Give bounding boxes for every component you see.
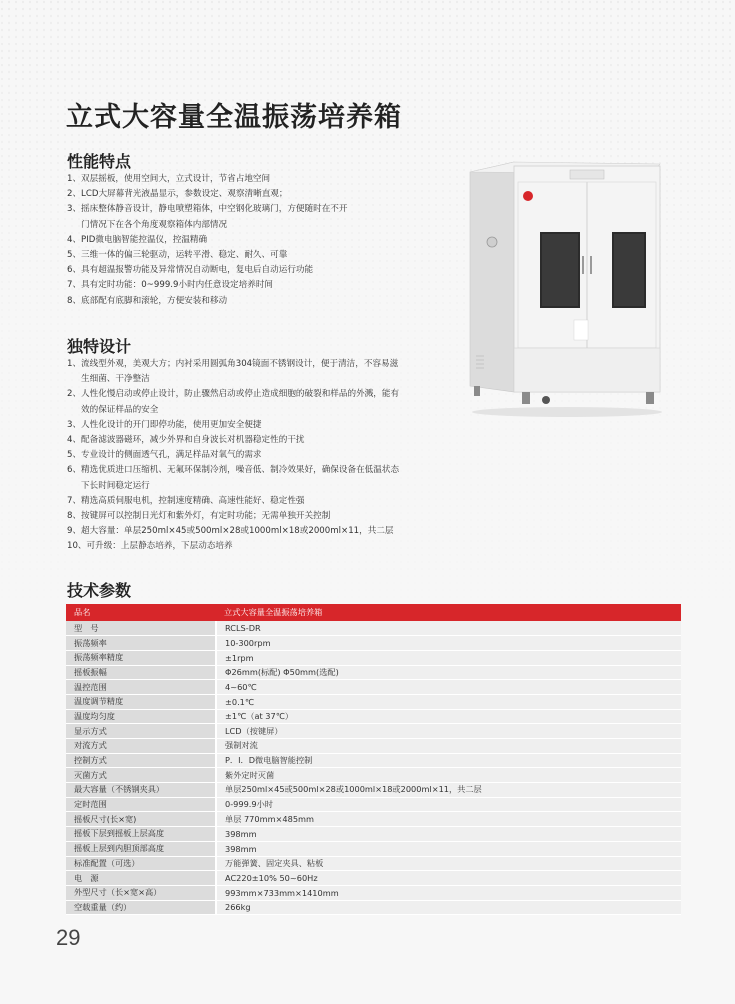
spec-value: 单层 770mm×485mm	[216, 812, 681, 827]
list-item: 9、超大容量：单层250ml×45或500ml×28或1000ml×18或2000ml×11，共二层	[67, 526, 394, 537]
list-item: 效的保证样品的安全	[81, 404, 159, 415]
spec-value: ±0.1℃	[216, 694, 681, 709]
spec-key: 振荡频率精度	[66, 650, 216, 665]
list-item: 10、可升级：上层静态培养，下层动态培养	[67, 541, 233, 552]
list-item: 6、具有超温报警功能及异常情况自动断电，复电后自动运行功能	[67, 265, 314, 276]
spec-key: 温度调节精度	[66, 694, 216, 709]
table-row	[66, 709, 681, 724]
table-row	[66, 694, 681, 709]
spec-key: 控制方式	[66, 753, 216, 768]
spec-value: ±1rpm	[216, 650, 681, 665]
performance-list	[67, 172, 347, 309]
spec-key: 电 源	[66, 871, 216, 886]
spec-value: 紫外定时灭菌	[216, 768, 681, 783]
spec-value: 4~60℃	[216, 680, 681, 695]
spec-key: 最大容量（不锈钢夹具）	[66, 783, 216, 798]
list-item: 2、LCD大屏幕背光液晶显示，参数设定、观察清晰直观；	[67, 189, 288, 200]
spec-value: ±1℃（at 37℃）	[216, 709, 681, 724]
spec-value: LCD（按键屏）	[216, 724, 681, 739]
spec-value: 398mm	[216, 841, 681, 856]
spec-value: 10-300rpm	[216, 636, 681, 651]
spec-key: 外型尺寸（长×宽×高）	[66, 885, 216, 900]
table-row	[66, 636, 681, 651]
table-row	[66, 827, 681, 842]
table-row	[66, 650, 681, 665]
list-item: 1、流线型外观，美观大方；内衬采用圆弧角304镜面不锈钢设计，便于清洁，不容易滋	[67, 359, 399, 369]
specs-heading: 技术参数	[67, 581, 132, 600]
list-item: 2、人性化慢启动或停止设计，防止骤然启动或停止造成细胞的破裂和样品的外溅，能有	[67, 389, 400, 400]
spec-key: 温度均匀度	[66, 709, 216, 724]
spec-key: 摇板下层到摇板上层高度	[66, 827, 216, 842]
table-row	[66, 724, 681, 739]
table-row	[66, 680, 681, 695]
spec-value: RCLS-DR	[216, 621, 681, 636]
unique-heading: 独特设计	[67, 337, 132, 356]
list-item: 7、具有定时功能：0~999.9小时内任意设定培养时间	[67, 280, 274, 291]
table-row	[66, 856, 681, 871]
spec-key: 灭菌方式	[66, 768, 216, 783]
spec-key: 定时范围	[66, 797, 216, 812]
spec-value: AC220±10% 50~60Hz	[216, 871, 681, 886]
spec-key: 型 号	[66, 621, 216, 636]
table-row	[66, 783, 681, 798]
spec-key: 摇板尺寸(长×宽)	[66, 812, 216, 827]
product-image	[462, 160, 672, 420]
list-item: 6、精选优质进口压缩机、无氟环保制冷剂，噪音低、制冷效果好，确保设备在低温状态	[67, 465, 400, 476]
unique-list	[67, 357, 399, 555]
list-item: 5、专业设计的侧面透气孔，满足样品对氧气的需求	[67, 450, 262, 461]
spec-key: 空载重量（约）	[66, 900, 216, 915]
list-item: 7、精选高质伺服电机，控制速度精确、高速性能好、稳定性强	[67, 495, 305, 506]
list-item: 1、双层摇板，使用空间大，立式设计，节省占地空间	[67, 174, 271, 184]
spec-value: P．I．D微电脑智能控制	[216, 753, 681, 768]
table-row	[66, 665, 681, 680]
list-item: 5、三维一体的偏三轮驱动，运转平滑、稳定、耐久、可靠	[67, 250, 288, 261]
table-row	[66, 841, 681, 856]
spec-value: 0-999.9小时	[216, 797, 681, 812]
table-row	[66, 885, 681, 900]
spec-key: 温控范围	[66, 680, 216, 695]
spec-key: 摇板上层到内胆顶部高度	[66, 841, 216, 856]
table-row	[66, 739, 681, 754]
spec-value: Φ26mm(标配) Φ50mm(选配)	[216, 665, 681, 680]
spec-table	[66, 604, 681, 915]
list-item: 生细菌、干净整洁	[81, 374, 150, 385]
spec-value: 398mm	[216, 827, 681, 842]
spec-key: 振荡频率	[66, 636, 216, 651]
page-title: 立式大容量全温振荡培养箱	[66, 102, 402, 133]
spec-value: 强制对流	[216, 739, 681, 754]
table-row	[66, 768, 681, 783]
spec-value: 万能弹簧、固定夹具、粘板	[216, 856, 681, 871]
table-row	[66, 900, 681, 915]
table-row	[66, 871, 681, 886]
spec-value: 266kg	[216, 900, 681, 915]
page-number: 29	[56, 925, 81, 950]
list-item: 3、人性化设计的开门即停功能，使用更加安全便捷	[67, 419, 262, 430]
list-item: 4、配备滤波器磁环，减少外界和自身波长对机器稳定性的干扰	[67, 435, 305, 446]
table-row	[66, 753, 681, 768]
table-header-cell: 立式大容量全温振荡培养箱	[216, 604, 681, 621]
performance-heading: 性能特点	[67, 152, 132, 171]
spec-key: 显示方式	[66, 724, 216, 739]
list-item: 8、按键屏可以控制日光灯和紫外灯，有定时功能；无需单独开关控制	[67, 511, 331, 522]
spec-value: 993mm×733mm×1410mm	[216, 885, 681, 900]
spec-key: 标准配置（可选）	[66, 856, 216, 871]
spec-value: 单层250ml×45或500ml×28或1000ml×18或2000ml×11，共二层	[216, 783, 681, 798]
table-header-row	[66, 604, 681, 621]
table-row	[66, 812, 681, 827]
table-header-cell: 品名	[66, 604, 216, 621]
list-item: 门情况下在各个角度观察箱体内部情况	[81, 219, 228, 230]
spec-key: 摇板振幅	[66, 665, 216, 680]
list-item: 8、底部配有底脚和滚轮，方便安装和移动	[67, 295, 228, 306]
table-row	[66, 797, 681, 812]
list-item: 4、PID微电脑智能控温仪，控温精确	[67, 234, 208, 245]
list-item: 3、摇床整体静音设计，静电喷塑箱体，中空钢化玻璃门，方便随时在不开	[67, 204, 348, 215]
spec-key: 对流方式	[66, 739, 216, 754]
list-item: 下长时间稳定运行	[81, 480, 150, 491]
table-row	[66, 621, 681, 636]
